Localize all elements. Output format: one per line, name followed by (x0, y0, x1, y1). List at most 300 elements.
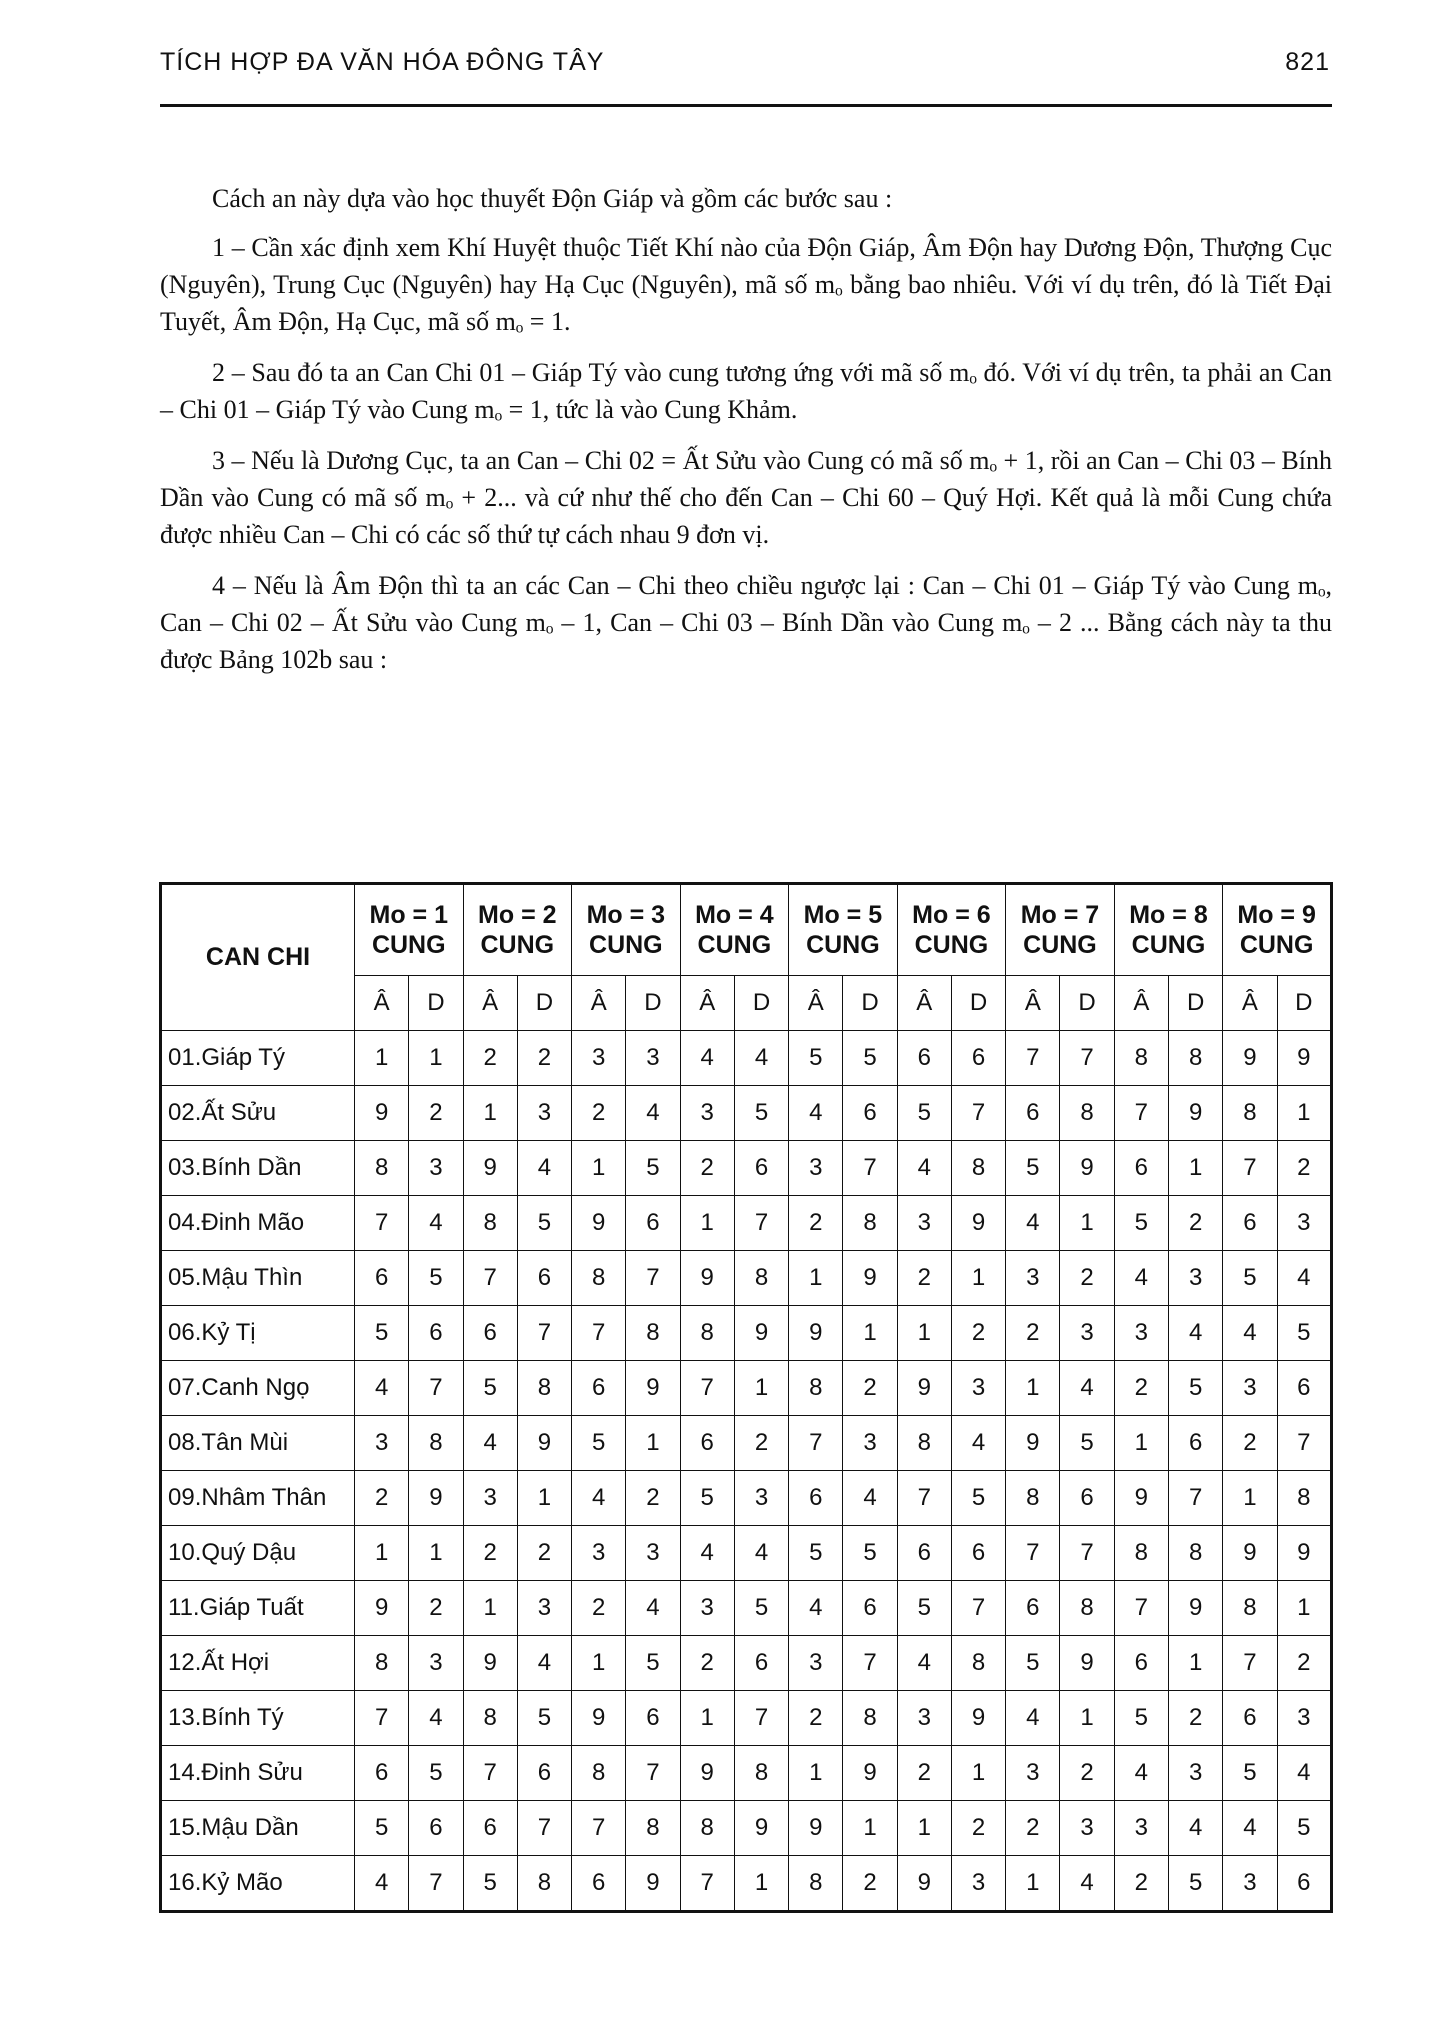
table-cell: 6 (463, 1306, 517, 1361)
table-cell: 2 (843, 1361, 897, 1416)
column-group-mo-1 (355, 884, 464, 976)
table-cell: 3 (626, 1526, 680, 1581)
table-row (161, 1416, 1332, 1471)
table-cell: 2 (1223, 1416, 1277, 1471)
table-cell: 9 (789, 1801, 843, 1856)
table-cell: 7 (409, 1361, 463, 1416)
table-cell: 8 (517, 1361, 571, 1416)
table-cell: 4 (1277, 1746, 1331, 1801)
table-cell: 7 (1114, 1581, 1168, 1636)
table-cell: 2 (409, 1086, 463, 1141)
table-cell: 9 (680, 1746, 734, 1801)
group-label: Mo = 6 (912, 901, 991, 929)
table-row (161, 1251, 1332, 1306)
table-cell: 1 (572, 1141, 626, 1196)
table-cell: 1 (951, 1251, 1005, 1306)
table-cell: 1 (1223, 1471, 1277, 1526)
table-cell: 4 (680, 1031, 734, 1086)
table-cell: 9 (951, 1691, 1005, 1746)
table-cell: 9 (409, 1471, 463, 1526)
group-label: Mo = 5 (803, 901, 883, 929)
table-cell: 6 (1277, 1361, 1331, 1416)
table-cell: 9 (734, 1801, 788, 1856)
table-cell: 3 (626, 1031, 680, 1086)
table-cell: 8 (1114, 1031, 1168, 1086)
table-cell: 7 (1168, 1471, 1222, 1526)
table-cell: 1 (409, 1526, 463, 1581)
subheader-duong: D (409, 976, 463, 1031)
table-cell: 5 (1277, 1306, 1331, 1361)
table-cell: 6 (734, 1636, 788, 1691)
table-cell: 2 (1277, 1141, 1331, 1196)
table-cell: 3 (897, 1691, 951, 1746)
group-sublabel: CUNG (480, 931, 555, 959)
group-sublabel: CUNG (1023, 931, 1097, 959)
table-row (161, 1306, 1332, 1361)
table-cell: 2 (463, 1031, 517, 1086)
row-name: 15.Mậu Dần (161, 1801, 355, 1856)
table-cell: 6 (1114, 1141, 1168, 1196)
table-cell: 4 (1006, 1691, 1060, 1746)
table-cell: 9 (355, 1581, 409, 1636)
table-cell: 3 (1006, 1746, 1060, 1801)
subheader-duong: D (1168, 976, 1222, 1031)
table-cell: 6 (843, 1581, 897, 1636)
group-label: Mo = 2 (478, 901, 557, 929)
table-cell: 4 (1114, 1251, 1168, 1306)
table-cell: 3 (1006, 1251, 1060, 1306)
table-cell: 3 (1277, 1691, 1331, 1746)
table-cell: 1 (463, 1581, 517, 1636)
table-cell: 4 (951, 1416, 1005, 1471)
table-cell: 5 (897, 1086, 951, 1141)
table-cell: 1 (1277, 1581, 1331, 1636)
table-cell: 2 (1168, 1196, 1222, 1251)
table-cell: 6 (517, 1746, 571, 1801)
table-cell: 8 (409, 1416, 463, 1471)
table-cell: 7 (843, 1141, 897, 1196)
table-cell: 8 (789, 1856, 843, 1912)
table-cell: 7 (1223, 1141, 1277, 1196)
table-row (161, 1361, 1332, 1416)
table-cell: 1 (789, 1251, 843, 1306)
table-cell: 6 (789, 1471, 843, 1526)
table-cell: 3 (409, 1636, 463, 1691)
table-cell: 2 (734, 1416, 788, 1471)
table-cell: 9 (951, 1196, 1005, 1251)
table-cell: 5 (1060, 1416, 1114, 1471)
table-cell: 4 (1060, 1361, 1114, 1416)
subheader-duong: D (951, 976, 1005, 1031)
table-row (161, 1801, 1332, 1856)
table-cell: 8 (1168, 1031, 1222, 1086)
table-cell: 8 (951, 1141, 1005, 1196)
table-cell: 5 (1114, 1196, 1168, 1251)
table-cell: 1 (789, 1746, 843, 1801)
table-cell: 1 (680, 1196, 734, 1251)
subheader-duong: D (1277, 976, 1331, 1031)
table-cell: 6 (1006, 1086, 1060, 1141)
table-cell: 3 (951, 1856, 1005, 1912)
table-cell: 7 (1006, 1031, 1060, 1086)
table-cell: 6 (951, 1031, 1005, 1086)
table-cell: 8 (463, 1691, 517, 1746)
table-cell: 7 (734, 1691, 788, 1746)
subheader-duong: D (517, 976, 571, 1031)
table-cell: 7 (1060, 1031, 1114, 1086)
table-cell: 2 (1277, 1636, 1331, 1691)
table-cell: 6 (409, 1306, 463, 1361)
subheader-duong: D (734, 976, 788, 1031)
table-cell: 6 (843, 1086, 897, 1141)
table-cell: 9 (789, 1306, 843, 1361)
table-cell: 1 (1168, 1636, 1222, 1691)
table-cell: 5 (897, 1581, 951, 1636)
table-cell: 5 (734, 1581, 788, 1636)
paragraph-step-2: 2 – Sau đó ta an Can Chi 01 – Giáp Tý vào cung tương ứng với mã số mₒ đó. Với ví dụ trên, ta phải an Can – Chi 01 – Giáp Tý vào Cung mₒ = 1, tức là vào Cung Khảm. (160, 358, 1332, 424)
table-cell: 6 (626, 1691, 680, 1746)
table-cell: 6 (626, 1196, 680, 1251)
table-cell: 3 (1168, 1746, 1222, 1801)
table-cell: 4 (1006, 1196, 1060, 1251)
group-label: Mo = 4 (695, 901, 774, 929)
table-cell: 8 (517, 1856, 571, 1912)
table-row (161, 1581, 1332, 1636)
table-cell: 2 (1114, 1361, 1168, 1416)
table-cell: 8 (1168, 1526, 1222, 1581)
table-cell: 8 (463, 1196, 517, 1251)
table-cell: 9 (734, 1306, 788, 1361)
table-cell: 7 (1223, 1636, 1277, 1691)
table-cell: 2 (409, 1581, 463, 1636)
table-cell: 7 (1060, 1526, 1114, 1581)
table-cell: 2 (680, 1636, 734, 1691)
table-cell: 2 (355, 1471, 409, 1526)
table-cell: 2 (1006, 1306, 1060, 1361)
table-cell: 3 (409, 1141, 463, 1196)
table-cell: 7 (843, 1636, 897, 1691)
table-cell: 6 (897, 1526, 951, 1581)
table-cell: 3 (1114, 1801, 1168, 1856)
table-cell: 3 (897, 1196, 951, 1251)
table-cell: 7 (463, 1251, 517, 1306)
table-cell: 3 (789, 1141, 843, 1196)
table-cell: 4 (897, 1141, 951, 1196)
table-cell: 1 (734, 1856, 788, 1912)
table-cell: 7 (951, 1581, 1005, 1636)
row-name: 04.Đinh Mão (161, 1196, 355, 1251)
group-sublabel: CUNG (697, 931, 772, 959)
table-cell: 3 (1277, 1196, 1331, 1251)
table-cell: 9 (1223, 1526, 1277, 1581)
table-cell: 2 (1168, 1691, 1222, 1746)
table-cell: 1 (734, 1361, 788, 1416)
table-cell: 3 (517, 1581, 571, 1636)
table-row (161, 1691, 1332, 1746)
table-cell: 3 (1114, 1306, 1168, 1361)
row-name: 16.Kỷ Mão (161, 1856, 355, 1912)
table-cell: 8 (626, 1801, 680, 1856)
table-cell: 5 (572, 1416, 626, 1471)
table-cell: 1 (409, 1031, 463, 1086)
table-cell: 4 (572, 1471, 626, 1526)
table-cell: 9 (626, 1361, 680, 1416)
table-cell: 5 (1223, 1746, 1277, 1801)
table-cell: 4 (626, 1086, 680, 1141)
table-cell: 8 (1277, 1471, 1331, 1526)
table-cell: 7 (1277, 1416, 1331, 1471)
column-group-mo-7 (1006, 884, 1115, 976)
group-label: Mo = 3 (586, 901, 666, 929)
table-cell: 7 (897, 1471, 951, 1526)
table-cell: 3 (572, 1031, 626, 1086)
table-cell: 4 (1114, 1746, 1168, 1801)
table-cell: 5 (409, 1746, 463, 1801)
table-cell: 2 (1114, 1856, 1168, 1912)
table-cell: 2 (1060, 1251, 1114, 1306)
table-row (161, 1746, 1332, 1801)
table-cell: 4 (626, 1581, 680, 1636)
table-cell: 4 (789, 1086, 843, 1141)
table-cell: 6 (1168, 1416, 1222, 1471)
table-cell: 5 (1168, 1856, 1222, 1912)
table-cell: 8 (626, 1306, 680, 1361)
group-label: Mo = 9 (1237, 901, 1316, 929)
table-cell: 9 (1114, 1471, 1168, 1526)
table-cell: 8 (1223, 1581, 1277, 1636)
table-cell: 5 (680, 1471, 734, 1526)
column-group-mo-3 (572, 884, 681, 976)
table-cell: 3 (951, 1361, 1005, 1416)
table-cell: 5 (626, 1141, 680, 1196)
table-cell: 1 (897, 1801, 951, 1856)
row-name: 06.Kỷ Tị (161, 1306, 355, 1361)
table-cell: 7 (626, 1746, 680, 1801)
table-cell: 7 (951, 1086, 1005, 1141)
column-group-mo-2 (463, 884, 572, 976)
column-header-can-chi: CAN CHI (161, 884, 355, 1031)
table-cell: 8 (1223, 1086, 1277, 1141)
table-cell: 1 (680, 1691, 734, 1746)
can-chi-table (159, 882, 1333, 1913)
table-row (161, 1526, 1332, 1581)
table-cell: 2 (897, 1746, 951, 1801)
table-cell: 6 (409, 1801, 463, 1856)
column-group-mo-4 (680, 884, 789, 976)
table-cell: 3 (463, 1471, 517, 1526)
table-cell: 7 (680, 1361, 734, 1416)
column-group-mo-5 (789, 884, 898, 976)
table-cell: 3 (1223, 1361, 1277, 1416)
table-cell: 3 (1060, 1306, 1114, 1361)
table-cell: 7 (517, 1306, 571, 1361)
table-cell: 8 (734, 1251, 788, 1306)
table-cell: 5 (843, 1526, 897, 1581)
table-cell: 1 (1060, 1196, 1114, 1251)
table-cell: 2 (680, 1141, 734, 1196)
table-cell: 3 (680, 1086, 734, 1141)
table-cell: 7 (355, 1196, 409, 1251)
table-cell: 7 (734, 1196, 788, 1251)
table-cell: 6 (1223, 1196, 1277, 1251)
table-cell: 9 (680, 1251, 734, 1306)
group-sublabel: CUNG (371, 931, 446, 959)
table-cell: 2 (897, 1251, 951, 1306)
table-cell: 8 (1006, 1471, 1060, 1526)
table-cell: 8 (355, 1636, 409, 1691)
group-label: Mo = 1 (369, 901, 449, 929)
table-row (161, 1471, 1332, 1526)
row-name: 03.Bính Dần (161, 1141, 355, 1196)
table-cell: 7 (1114, 1086, 1168, 1141)
table-cell: 7 (626, 1251, 680, 1306)
table-cell: 7 (409, 1856, 463, 1912)
table-cell: 5 (463, 1361, 517, 1416)
table-cell: 4 (1223, 1306, 1277, 1361)
table-cell: 4 (355, 1361, 409, 1416)
table-header-row (161, 884, 1332, 976)
row-name: 14.Đinh Sửu (161, 1746, 355, 1801)
table-cell: 2 (463, 1526, 517, 1581)
table-cell: 2 (517, 1526, 571, 1581)
table-row (161, 1856, 1332, 1912)
row-name: 08.Tân Mùi (161, 1416, 355, 1471)
table-cell: 1 (1006, 1361, 1060, 1416)
table-cell: 5 (951, 1471, 1005, 1526)
table-cell: 4 (789, 1581, 843, 1636)
table-cell: 1 (463, 1086, 517, 1141)
table-cell: 6 (572, 1361, 626, 1416)
table-cell: 2 (1006, 1801, 1060, 1856)
table-cell: 4 (680, 1526, 734, 1581)
table-cell: 6 (897, 1031, 951, 1086)
table-cell: 3 (517, 1086, 571, 1141)
table-cell: 8 (572, 1746, 626, 1801)
subheader-am: Â (463, 976, 517, 1031)
table-cell: 6 (951, 1526, 1005, 1581)
row-name: 10.Quý Dậu (161, 1526, 355, 1581)
table-cell: 1 (1060, 1691, 1114, 1746)
subheader-am: Â (1223, 976, 1277, 1031)
table-cell: 9 (1277, 1031, 1331, 1086)
table-cell: 4 (517, 1636, 571, 1691)
table-cell: 8 (680, 1306, 734, 1361)
table-cell: 9 (1168, 1581, 1222, 1636)
table-cell: 9 (1060, 1141, 1114, 1196)
subheader-am: Â (789, 976, 843, 1031)
table-cell: 3 (734, 1471, 788, 1526)
table-cell: 4 (1060, 1856, 1114, 1912)
table-cell: 6 (355, 1746, 409, 1801)
table-cell: 6 (355, 1251, 409, 1306)
table-cell: 2 (517, 1031, 571, 1086)
subheader-duong: D (843, 976, 897, 1031)
row-name: 02.Ất Sửu (161, 1086, 355, 1141)
table-cell: 3 (1223, 1856, 1277, 1912)
table-cell: 5 (463, 1856, 517, 1912)
table-cell: 2 (1060, 1746, 1114, 1801)
table-cell: 6 (517, 1251, 571, 1306)
table-cell: 6 (572, 1856, 626, 1912)
table-cell: 8 (680, 1801, 734, 1856)
paragraph-step-1: 1 – Cần xác định xem Khí Huyệt thuộc Tiết Khí nào của Độn Giáp, Âm Độn hay Dương Độn, Thượng Cục (Nguyên), Trung Cục (Nguyên) hay Hạ Cục (Nguyên), mã số mₒ bằng bao nhiêu. Với ví dụ trên, đó là Tiết Đại Tuyết, Âm Độn, Hạ Cục, mã số mₒ = 1. (160, 233, 1332, 336)
table-cell: 4 (843, 1471, 897, 1526)
table-cell: 1 (843, 1801, 897, 1856)
table-cell: 5 (409, 1251, 463, 1306)
group-sublabel: CUNG (589, 931, 663, 959)
row-name: 07.Canh Ngọ (161, 1361, 355, 1416)
page-header (160, 40, 1330, 80)
subheader-am: Â (897, 976, 951, 1031)
table-cell: 9 (1223, 1031, 1277, 1086)
table-cell: 4 (355, 1856, 409, 1912)
table-cell: 4 (1168, 1306, 1222, 1361)
table-cell: 5 (789, 1526, 843, 1581)
table-cell: 4 (409, 1196, 463, 1251)
table-cell: 7 (789, 1416, 843, 1471)
row-name: 01.Giáp Tý (161, 1031, 355, 1086)
table-cell: 8 (789, 1361, 843, 1416)
table-cell: 1 (572, 1636, 626, 1691)
table-cell: 5 (626, 1636, 680, 1691)
table-cell: 9 (1006, 1416, 1060, 1471)
row-name: 12.Ất Hợi (161, 1636, 355, 1691)
table-cell: 2 (789, 1691, 843, 1746)
table-cell: 4 (897, 1636, 951, 1691)
paragraph-intro: Cách an này dựa vào học thuyết Độn Giáp và gồm các bước sau : (212, 184, 893, 213)
table-cell: 8 (843, 1691, 897, 1746)
table-cell: 1 (355, 1526, 409, 1581)
table-cell: 3 (1168, 1251, 1222, 1306)
subheader-am: Â (1114, 976, 1168, 1031)
table-body (161, 1031, 1332, 1912)
table-cell: 3 (680, 1581, 734, 1636)
subheader-am: Â (680, 976, 734, 1031)
table-cell: 6 (1114, 1636, 1168, 1691)
table-cell: 5 (843, 1031, 897, 1086)
column-group-mo-8 (1114, 884, 1223, 976)
table-cell: 9 (1277, 1526, 1331, 1581)
group-sublabel: CUNG (806, 931, 880, 959)
table-cell: 3 (1060, 1801, 1114, 1856)
table-cell: 7 (572, 1306, 626, 1361)
table-cell: 2 (572, 1086, 626, 1141)
table-cell: 5 (517, 1196, 571, 1251)
table-cell: 6 (680, 1416, 734, 1471)
table-cell: 8 (355, 1141, 409, 1196)
table-cell: 9 (355, 1086, 409, 1141)
table-cell: 8 (843, 1196, 897, 1251)
table-cell: 9 (1060, 1636, 1114, 1691)
table-cell: 8 (1060, 1086, 1114, 1141)
table-cell: 1 (843, 1306, 897, 1361)
table-cell: 9 (897, 1856, 951, 1912)
table-cell: 2 (626, 1471, 680, 1526)
paragraph-step-4: 4 – Nếu là Âm Độn thì ta an các Can – Chi theo chiều ngược lại : Can – Chi 01 – Giáp Tý vào Cung mₒ, Can – Chi 02 – Ất Sửu vào Cung mₒ – 1, Can – Chi 03 – Bính Dần vào Cung mₒ – 2 ... Bằng cách này ta thu được Bảng 102b sau : (160, 571, 1332, 674)
table-cell: 8 (734, 1746, 788, 1801)
group-label: Mo = 7 (1020, 901, 1100, 929)
table-cell: 2 (843, 1856, 897, 1912)
header-rule (160, 104, 1332, 107)
table-cell: 5 (1277, 1801, 1331, 1856)
table-cell: 5 (1114, 1691, 1168, 1746)
table-cell: 4 (463, 1416, 517, 1471)
table-cell: 5 (1006, 1636, 1060, 1691)
table-cell: 3 (355, 1416, 409, 1471)
table-cell: 5 (517, 1691, 571, 1746)
table-cell: 4 (409, 1691, 463, 1746)
table-row (161, 1086, 1332, 1141)
